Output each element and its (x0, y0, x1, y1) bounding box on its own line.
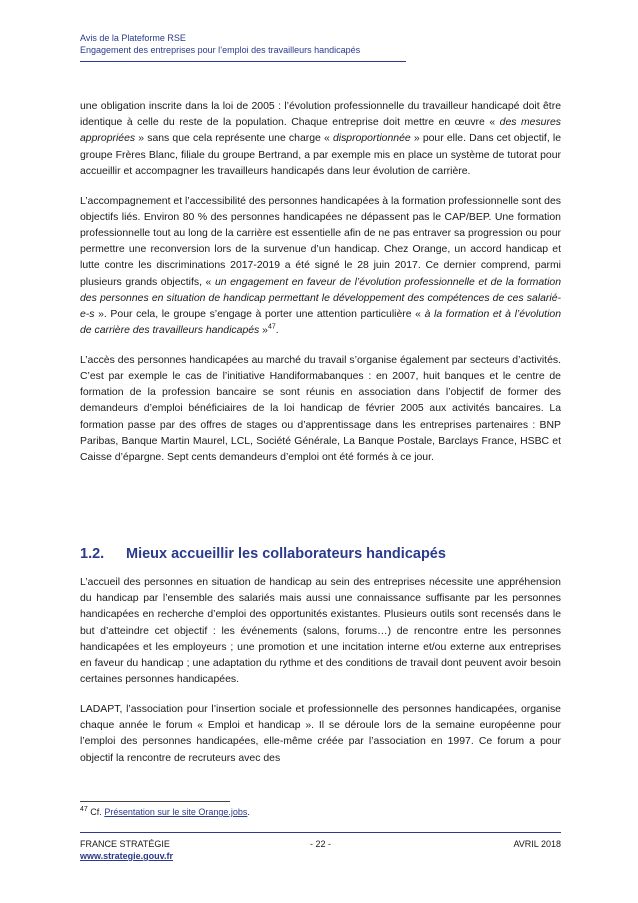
footnote-divider (80, 801, 230, 802)
body-text-bottom (80, 575, 561, 780)
text-segment: L’accueil des personnes en situation de handicap au sein des entreprises nécessite une appréhension du handicap par l’ensemble des salariés mais aussi une connaissance suffisante par les personnes handicapées en recherche d’emploi des opportunités existantes. Plusieurs outils sont recensés dans le but d’atteindre cet objectif : les événements (salons, forums…) de rencontre entre les personnes handicapées et les employeurs ; une promotion et une incitation interne et/ou externe aux entreprises en faveur du handicap ; une adaptation du rythme et des conditions de travail dont peuvent avoir besoin certaines personnes handicapées. (80, 577, 561, 686)
body-text-top (80, 99, 561, 480)
paragraph (80, 353, 561, 466)
section-heading (80, 546, 561, 562)
text-segment: L’accès des personnes handicapées au marché du travail s’organise également par secteurs d’activités. C’est par exemple le cas de l’initiative Handiformabanques : en 2007, huit banques et le centre de formation de la profession bancaire se sont réunis en association dans l’objectif de former des demandeurs d’emploi bénéficiaires de la loi handicap de février 2005 aux activités bancaires. La formation passe par des offres de stages ou d’apprentissage dans les entreprises partenaires : BNP Paribas, Banque Martin Maurel, LCL, Société Générale, La Banque Postale, Barclays France, HSBC et Caisse d’épargne. Sept cents demandeurs d’emploi ont été formés à ce jour. (80, 354, 561, 464)
paragraph (80, 575, 561, 688)
text-segment: LADAPT, l’association pour l’insertion sociale et professionnelle des personnes handicapées, organise chaque année le forum « Emploi et handicap ». Il se déroule lors de la semaine européenne pour l’emploi des personnes handicapées, elle-même créée par l’association en 1997. Ce forum a pour objectif la rencontre de recruteurs avec des (80, 703, 561, 764)
text-segment: . (275, 325, 279, 337)
section-title: Mieux accueillir les collaborateurs handicapés (126, 546, 446, 562)
footer-website-link[interactable]: www.strategie.gouv.fr (80, 851, 174, 861)
footer-date: AVRIL 2018 (513, 839, 561, 849)
paragraph (80, 702, 561, 767)
header-divider (80, 61, 406, 62)
italic-quote: à la formation et à l’évolution de carrière des travailleurs handicapés (80, 308, 561, 337)
paragraph (80, 194, 561, 340)
text-segment: » pour elle. Dans cet objectif, le groupe Frères Blanc, filiale du groupe Bertrand, a par exemple mis en place un système de tutorat pour accueillir et accompagner les travailleurs handicapés dans leur évolution de carrière. (80, 133, 562, 177)
paragraph (80, 99, 561, 180)
text-segment: » (259, 325, 268, 337)
text-segment: » sans que cela représente une charge « (135, 133, 333, 145)
text-segment: ». Pour cela, le groupe s’engage à porter une attention particulière « (94, 308, 425, 320)
footnote (80, 806, 561, 818)
footer-divider (80, 832, 561, 833)
italic-quote: des mesures appropriées (80, 117, 561, 145)
italic-quote: un engagement en faveur de l’évolution professionnelle et de la formation des personnes en situation de handicap permettant le développement des compétences de ces salarié-e-s (80, 276, 561, 320)
footnote-link[interactable]: Présentation sur le site Orange.jobs (104, 807, 248, 817)
footer-publisher: FRANCE STRATÉGIE (80, 839, 170, 849)
running-header (80, 32, 560, 56)
footnote-suffix: . (247, 807, 250, 817)
header-title: Avis de la Plateforme RSE (80, 33, 186, 43)
footnote-number: 47 (80, 806, 88, 813)
text-segment: une obligation inscrite dans la loi de 2005 : l’évolution professionnelle du travailleur handicapé doit être identique à celle du reste de la population. Chaque entreprise doit mettre en œuvre « (80, 101, 561, 129)
footnote-prefix: Cf. (87, 807, 105, 817)
section-number: 1.2. (80, 546, 105, 562)
footnote-reference: 47 (268, 323, 276, 331)
header-subtitle: Engagement des entreprises pour l’emploi des travailleurs handicapés (80, 45, 361, 55)
text-segment: L’accompagnement et l’accessibilité des personnes handicapées à la formation professionnelle sont des objectifs liés. Environ 80 % des personnes handicapées ne dépassent pas le CAP/BEP. Une formation professionnelle tout au long de la carrière est essentielle afin de ne pas entraver sa progression ou pour permettre une reconversion lors de la survenue d’un handicap. Chez Orange, un accord handicap et lutte contre les discriminations 2017-2019 a été signé le 28 juin 2017. Ce dernier comprend, parmi plusieurs grands objectifs, « (80, 195, 561, 288)
page-number: - 22 - (309, 839, 331, 849)
italic-quote: disproportionnée (332, 133, 411, 145)
